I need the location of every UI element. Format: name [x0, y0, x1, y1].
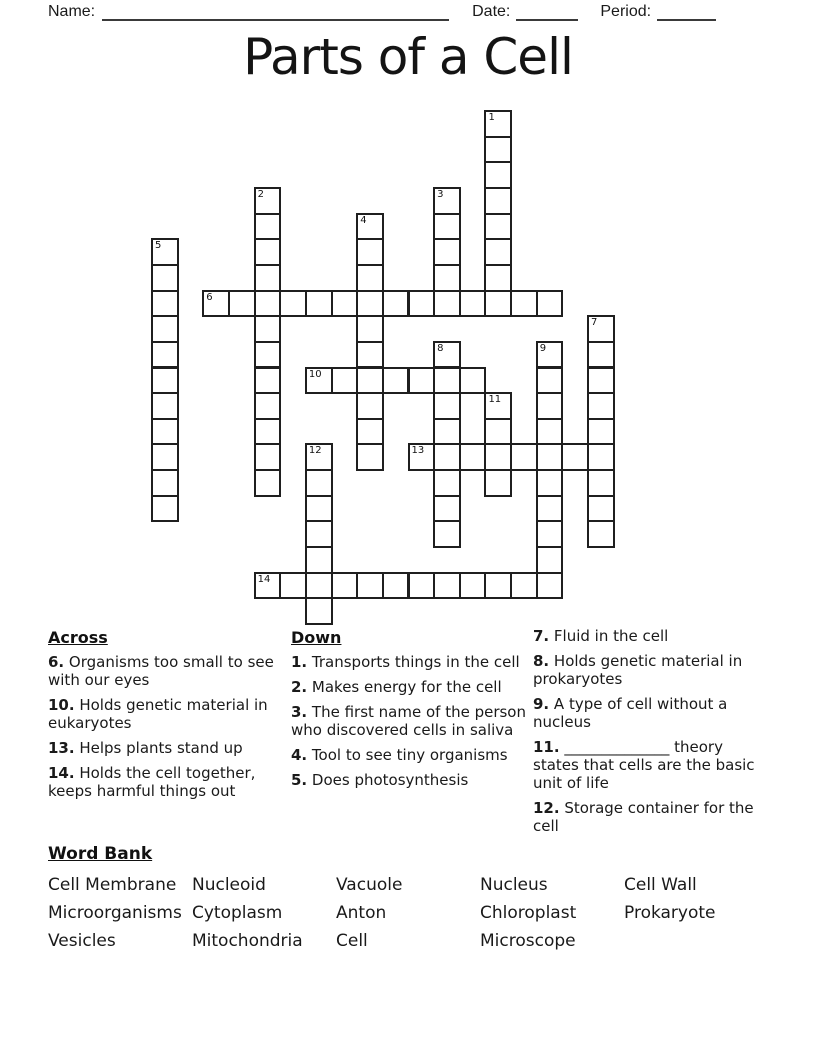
- grid-cell: [305, 290, 333, 318]
- grid-cell: [587, 392, 615, 420]
- across-heading: Across: [48, 628, 108, 647]
- grid-cell: [151, 418, 179, 446]
- grid-cell: [356, 341, 384, 369]
- grid-cell: [433, 264, 461, 292]
- grid-cell: [151, 238, 179, 266]
- word-bank-item: Mitochondria: [192, 931, 303, 951]
- word-bank-item: Chloroplast: [480, 903, 577, 923]
- grid-cell: [254, 187, 282, 215]
- word-bank: [48, 845, 788, 959]
- grid-cell: [331, 290, 359, 318]
- word-bank-item: Nucleoid: [192, 875, 266, 895]
- cell-number: 13: [411, 445, 425, 457]
- grid-cell: [459, 290, 487, 318]
- word-bank-item: Vacuole: [336, 875, 403, 895]
- name-label: Name:: [48, 3, 96, 20]
- down-clue-list-1: [291, 653, 533, 789]
- grid-cell: [484, 290, 512, 318]
- word-bank-heading: Word Bank: [48, 844, 153, 864]
- grid-cell: [433, 290, 461, 318]
- clue-number: 3.: [291, 703, 308, 721]
- grid-cell: [484, 392, 512, 420]
- date-label: Date:: [472, 3, 511, 20]
- period-label: Period:: [600, 3, 652, 20]
- grid-cell: [305, 572, 333, 600]
- grid-cell: [305, 597, 333, 625]
- down-heading: Down: [291, 628, 342, 647]
- grid-cell: [536, 469, 564, 497]
- grid-cell: [254, 341, 282, 369]
- grid-cell: [459, 572, 487, 600]
- cell-number: 1: [488, 112, 495, 123]
- cell-number: 10: [308, 368, 322, 380]
- grid-cell: [484, 264, 512, 292]
- grid-cell: [356, 213, 384, 241]
- grid-cell: [484, 572, 512, 600]
- grid-cell: [587, 469, 615, 497]
- grid-cell: [356, 367, 384, 395]
- grid-cell: [151, 469, 179, 497]
- grid-cell: [356, 238, 384, 266]
- grid-cell: [536, 520, 564, 548]
- grid-cell: [151, 264, 179, 292]
- clue-number: 13.: [48, 739, 75, 757]
- word-bank-item: Microscope: [480, 931, 576, 951]
- grid-cell: [254, 315, 282, 343]
- cell-number: 12: [308, 445, 322, 457]
- grid-cell: [279, 572, 307, 600]
- grid-cell: [356, 315, 384, 343]
- clue-item: 10. Holds genetic material in eukaryotes: [48, 696, 268, 732]
- grid-cell: [305, 469, 333, 497]
- grid-cell: [433, 443, 461, 471]
- grid-cell: [484, 418, 512, 446]
- grid-cell: [510, 290, 538, 318]
- clue-item: 13. Helps plants stand up: [48, 739, 243, 757]
- grid-cell: [433, 520, 461, 548]
- clue-item: 9. A type of cell without a nucleus: [533, 695, 728, 731]
- grid-cell: [536, 443, 564, 471]
- grid-cell: [356, 572, 384, 600]
- cell-number: 3: [437, 188, 444, 200]
- clue-item: 7. Fluid in the cell: [533, 627, 669, 645]
- grid-cell: [151, 315, 179, 343]
- clue-number: 8.: [533, 652, 550, 670]
- word-bank-grid: [48, 875, 788, 959]
- grid-cell: [356, 264, 384, 292]
- grid-cell: [356, 290, 384, 318]
- grid-cell: [151, 367, 179, 395]
- word-bank-item: Anton: [336, 903, 387, 923]
- grid-cell: [536, 392, 564, 420]
- grid-cell: [279, 290, 307, 318]
- grid-cell: [587, 341, 615, 369]
- grid-cell: [305, 495, 333, 523]
- grid-cell: [254, 238, 282, 266]
- grid-cell: [433, 469, 461, 497]
- grid-cell: [587, 367, 615, 395]
- grid-cell: [536, 418, 564, 446]
- grid-cell: [561, 443, 589, 471]
- grid-cell: [536, 290, 564, 318]
- word-bank-item: Cytoplasm: [192, 903, 283, 923]
- grid-cell: [254, 469, 282, 497]
- grid-cell: [305, 546, 333, 574]
- grid-cell: [510, 443, 538, 471]
- grid-cell: [536, 572, 564, 600]
- word-bank-item: Prokaryote: [624, 903, 716, 923]
- grid-cell: [459, 367, 487, 395]
- grid-cell: [254, 392, 282, 420]
- cell-number: 2: [257, 188, 264, 200]
- clue-number: 11.: [533, 738, 560, 756]
- word-bank-item: Nucleus: [480, 875, 548, 895]
- grid-cell: [536, 367, 564, 395]
- clue-number: 10.: [48, 696, 75, 714]
- word-bank-item: Cell Membrane: [48, 875, 177, 895]
- cell-number: 6: [206, 291, 213, 303]
- cell-number: 8: [437, 342, 444, 354]
- clue-number: 9.: [533, 695, 550, 713]
- grid-cell: [356, 418, 384, 446]
- grid-cell: [536, 341, 564, 369]
- grid-cell: [356, 392, 384, 420]
- grid-cell: [254, 367, 282, 395]
- grid-cell: [484, 238, 512, 266]
- across-clues-column: [48, 629, 278, 807]
- grid-cell: [433, 418, 461, 446]
- word-bank-item: Cell Wall: [624, 875, 697, 895]
- grid-cell: [408, 443, 436, 471]
- grid-cell: [254, 443, 282, 471]
- grid-cell: [484, 443, 512, 471]
- clue-item: 12. Storage container for the cell: [533, 799, 754, 835]
- clue-number: 14.: [48, 764, 75, 782]
- grid-cell: [151, 392, 179, 420]
- grid-cell: [151, 290, 179, 318]
- clue-item: 4. Tool to see tiny organisms: [291, 746, 508, 764]
- clue-item: 8. Holds genetic material in prokaryotes: [533, 652, 743, 688]
- grid-cell: [433, 367, 461, 395]
- grid-cell: [433, 392, 461, 420]
- grid-cell: [484, 469, 512, 497]
- grid-cell: [254, 290, 282, 318]
- clue-number: 2.: [291, 678, 308, 696]
- grid-cell: [408, 572, 436, 600]
- grid-cell: [254, 213, 282, 241]
- down-clues-column-1: [291, 629, 533, 796]
- cell-number: 14: [257, 573, 271, 585]
- grid-cell: [202, 290, 230, 318]
- grid-cell: [228, 290, 256, 318]
- grid-cell: [587, 443, 615, 471]
- cell-number: 9: [539, 342, 547, 354]
- grid-cell: [408, 367, 436, 395]
- grid-cell: [382, 367, 410, 395]
- grid-cell: [254, 418, 282, 446]
- grid-cell: [433, 187, 461, 215]
- grid-cell: [305, 443, 333, 471]
- down-clues-column-2: [533, 627, 773, 842]
- grid-cell: [536, 495, 564, 523]
- grid-cell: [356, 443, 384, 471]
- grid-cell: [151, 495, 179, 523]
- grid-cell: [587, 520, 615, 548]
- grid-cell: [587, 495, 615, 523]
- grid-cell: [484, 213, 512, 241]
- grid-cell: [408, 290, 436, 318]
- grid-cell: [536, 546, 564, 574]
- grid-cell: [587, 315, 615, 343]
- grid-cell: [254, 264, 282, 292]
- clue-item: 1. Transports things in the cell: [291, 653, 520, 671]
- grid-cell: [254, 572, 282, 600]
- grid-cell: [382, 290, 410, 318]
- grid-cell: [587, 418, 615, 446]
- grid-cell: [331, 572, 359, 600]
- cell-number: 5: [155, 240, 162, 252]
- cell-number: 7: [591, 317, 598, 329]
- across-clue-list: [48, 653, 278, 800]
- grid-cell: [433, 213, 461, 241]
- grid-cell: [151, 443, 179, 471]
- grid-cell: [510, 572, 538, 600]
- clue-item: 3. The first name of the person who discovered cells in saliva: [291, 703, 526, 739]
- word-bank-item: Vesicles: [48, 931, 116, 951]
- grid-cell: [305, 367, 333, 395]
- clue-number: 7.: [533, 627, 550, 645]
- clue-item: 5. Does photosynthesis: [291, 771, 469, 789]
- grid-cell: [433, 572, 461, 600]
- clue-item: 11. ______________ theory states that cells are the basic unit of life: [533, 738, 755, 792]
- grid-cell: [433, 238, 461, 266]
- page-title: Parts of a Cell: [243, 28, 573, 86]
- word-bank-item: Cell: [336, 931, 368, 951]
- word-bank-item: Microorganisms: [48, 903, 182, 923]
- clue-number: 1.: [291, 653, 308, 671]
- cell-number: 11: [488, 394, 502, 406]
- clue-item: 6. Organisms too small to see with our eyes: [48, 653, 274, 689]
- clue-number: 12.: [533, 799, 560, 817]
- grid-cell: [484, 136, 512, 164]
- clue-number: 5.: [291, 771, 308, 789]
- grid-cell: [484, 110, 512, 138]
- clue-item: 14. Holds the cell together, keeps harmful things out: [48, 764, 256, 800]
- grid-cell: [305, 520, 333, 548]
- clue-item: 2. Makes energy for the cell: [291, 678, 502, 696]
- grid-cell: [151, 341, 179, 369]
- down-clue-list-2: [533, 627, 773, 835]
- grid-cell: [433, 495, 461, 523]
- grid-cell: [484, 161, 512, 189]
- cell-number: 4: [360, 214, 367, 226]
- clue-number: 6.: [48, 653, 65, 671]
- clue-number: 4.: [291, 746, 308, 764]
- grid-cell: [433, 341, 461, 369]
- grid-cell: [382, 572, 410, 600]
- grid-cell: [484, 187, 512, 215]
- grid-cell: [459, 443, 487, 471]
- grid-cell: [331, 367, 359, 395]
